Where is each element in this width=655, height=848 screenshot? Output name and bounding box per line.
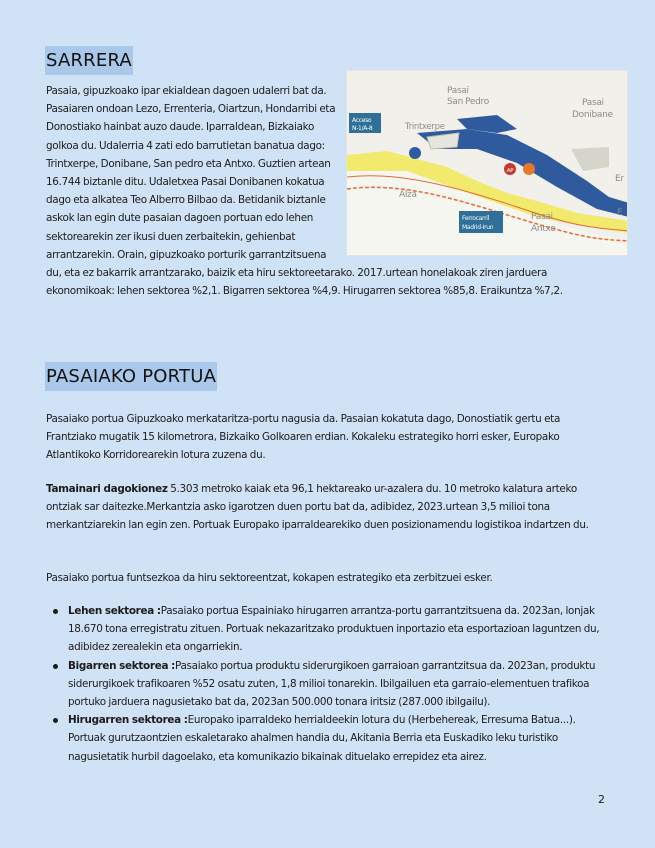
ferry-marker-icon	[523, 163, 535, 175]
sector-text: Europako iparraldeko herrialdeekin lotura du (Herbehereak, Erresuma Batua...). Portuak gurutzaontzien eskaletarako ahalmen handia du, Akitania Berria eta Euskadiko leku turistiko nagusietatik hurbil dagoelako, eta komunikazio bikainak dituelako errepidez eta airez.	[68, 714, 576, 763]
section-heading-pasaiako-portua: PASAIAKO PORTUA	[45, 362, 217, 391]
port-paragraph-2	[46, 480, 602, 535]
port-marker-icon	[409, 147, 421, 159]
sector-label: Hirugarren sektorea :	[68, 714, 188, 727]
map-label-n1a8: N-1/A-8	[352, 125, 373, 132]
intro-paragraph	[46, 82, 624, 300]
map-label-alza: Alza	[399, 190, 417, 200]
sector-text: Pasaiako portua Espainiako hirugarren arrantza-portu garrantzitsuena da. 2023an, lonjak 18.670 tona erregistratu zituen. Portuak nekazaritzako produktuen inportazio eta esportazioan laguntzen du, adibidez zerealekin eta ongarriekin.	[68, 605, 600, 654]
map-label-edge-e: E	[617, 208, 623, 218]
section-heading-sarrera: SARRERA	[45, 46, 133, 75]
map-label-antxo: Antxo	[531, 224, 556, 234]
map-label-madrid-irun: Madrid-Irun	[462, 224, 494, 231]
map-label-trintxerpe: Trintxerpe	[405, 122, 445, 132]
size-text: 5.303 metroko kaiak eta 96,1 hektareako ur-azalera du. 10 metroko kalatura arteko ontziak sar daitezke.Merkantzia asko igarotzen duen portu bat da, adibidez, 2023.urtean 3,5 milioi tona merkantziarekin lan egin zen. Portuak Europako iparraldearekiko duen posizionamendu logistikoa indartzen du.	[46, 483, 589, 532]
list-item	[46, 602, 604, 657]
port-map-image	[346, 70, 628, 256]
sector-list	[46, 602, 604, 766]
map-label-pasai-donibane: Pasai	[582, 98, 604, 108]
map-label-acceso: Acceso	[352, 117, 372, 124]
map-label-pasai-san-pedro: Pasai	[447, 86, 469, 96]
port-paragraph-1: Pasaiako portua Gipuzkoako merkataritza-portu nagusia da. Pasaian kokatuta dago, Donostiatik gertu eta Frantziako mugatik 15 kilometrora, Bizkaiko Golkoaren erdian. Kokaleku estrategiko horri esker, Europako Atlantikoko Korridorearekin lotura zuzena du.	[46, 413, 561, 462]
map-label-edge-er: Er	[615, 174, 624, 184]
size-label: Tamainari dagokionez	[46, 483, 168, 495]
sector-label: Lehen sektorea :	[68, 605, 161, 617]
map-label-donibane: Donibane	[572, 110, 613, 120]
page-number: 2	[598, 793, 605, 806]
intro-text: Pasaia, gipuzkoako ipar ekialdean dagoen udalerri bat da. Pasaiaren ondoan Lezo, Errenteria, Oiartzun, Hondarribi eta Donostiako hainbat auzo daude. Iparraldean, Bizkaiako golkoa du. Udalerria 4 zati edo barrutietan banatua dago: Trintxerpe, Donibane, San pedro eta Antxo. Guztien artean 16.744 biztanle ditu. Udaletxea Pasai Donibanen kokatua dago eta alkatea Teo Alberro Bilbao da. Betidanik biztanle askok lan egin dute pasaian dagoen portuan edo lehen sektorearekin zer ikusi duen zerbaitekin, gehienbat arrantzarekin. Orain, gipuzkoako porturik garrantzitsuena du, eta ez bakarrik arrantzarako, baizik eta hiru sektoreetarako. 2017.urtean honelakoak ziren jarduera ekonomikoak: lehen sektorea %2,1. Bigarren sektorea %4,9. Hirugarren sektorea %85,8. Eraikuntza %7,2.	[46, 85, 563, 298]
map-label-pasai-antxo: Pasai	[531, 212, 553, 222]
map-label-san-pedro: San Pedro	[447, 97, 489, 107]
sector-text: Pasaiako portua produktu siderurgikoen garraioan garrantzitsua da. 2023an, produktu siderurgikoek trafikoaren %52 osatu zuten, 1,8 milioi tonarekin. Ibilgailuen eta garraio-elementuen trafikoa portuko jarduera nagusietako bat da, 2023an 500.000 tonara iritsiz (287.000 ibilgailu).	[68, 659, 596, 709]
list-item	[46, 711, 604, 766]
map-label-ferrocarril: Ferrocarril	[462, 215, 490, 222]
map-label-ap: AP	[506, 168, 514, 174]
port-paragraph-3: Pasaiako portua funtsezkoa da hiru sektoreentzat, kokapen estrategiko eta zerbitzuei esker.	[46, 572, 493, 584]
sector-label: Bigarren sektorea :	[68, 659, 175, 672]
list-item	[46, 657, 604, 712]
